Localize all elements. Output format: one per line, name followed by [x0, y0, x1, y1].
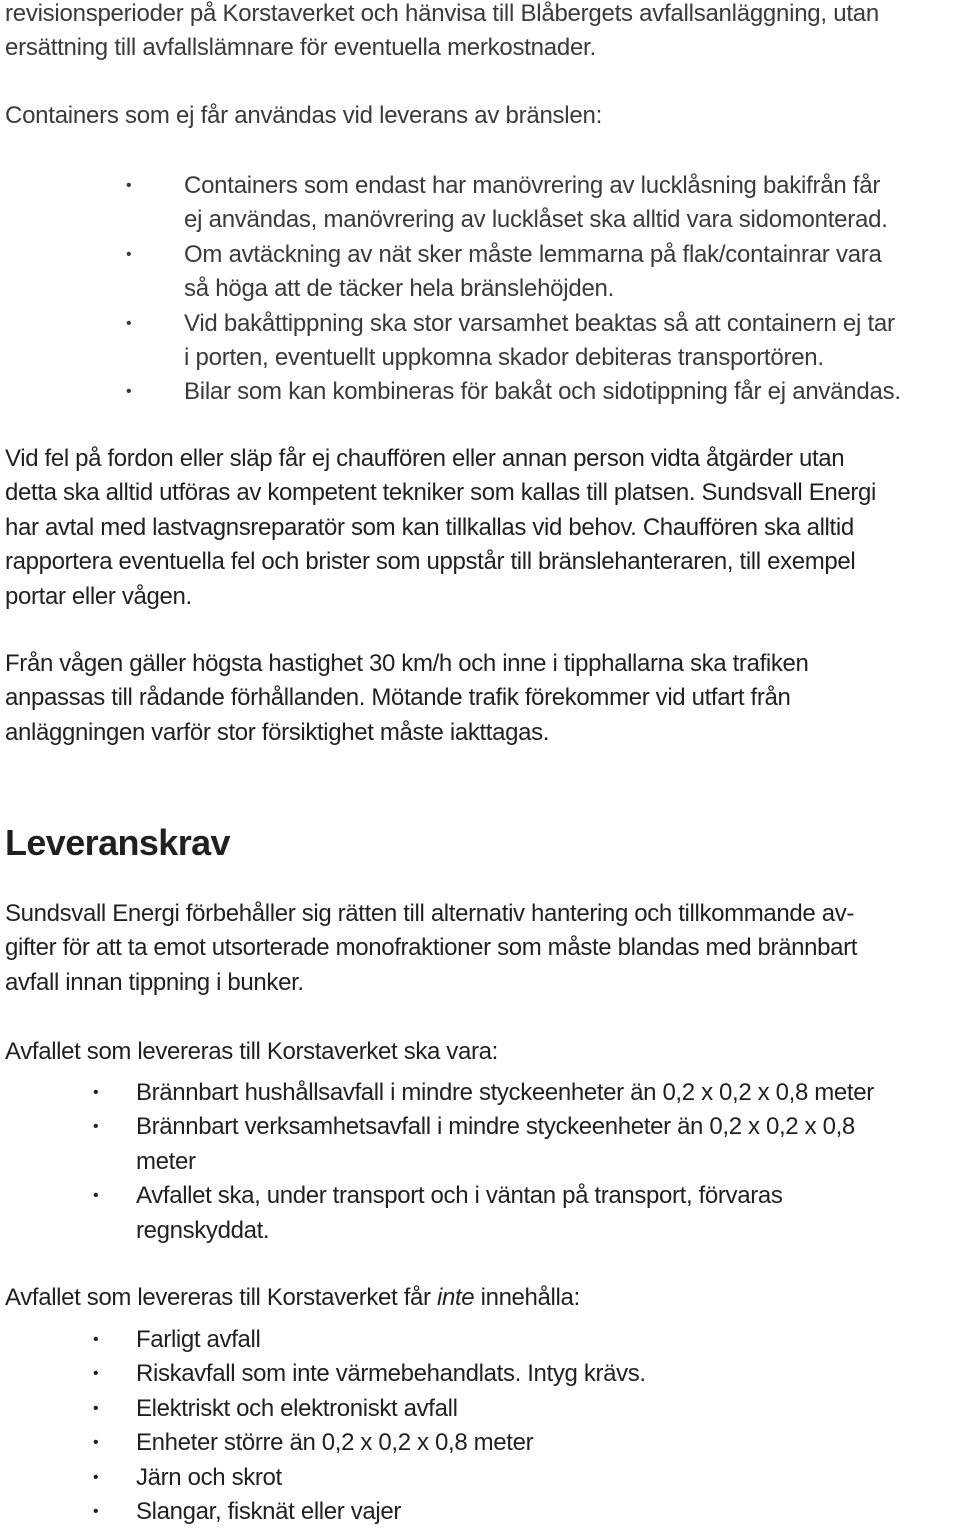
text-line: Farligt avfall — [136, 1326, 261, 1353]
text-line: Brännbart verksamhetsavfall i mindre styckeenheter än 0,2 x 0,2 x 0,8 — [136, 1113, 855, 1141]
text-line: Elektriskt och elektroniskt avfall — [136, 1394, 458, 1422]
bullet-icon: • — [93, 1365, 99, 1383]
containers-list — [5, 169, 955, 410]
text-line: Vid bakåttippning ska stor varsamhet beaktas så att containern ej tar — [184, 309, 895, 337]
far-inte-heading — [5, 1281, 955, 1315]
bullet-icon: • — [126, 314, 132, 332]
text-line: revisionsperioder på Korstaverket och hänvisa till Blåbergets avfallsanläggning, utan — [5, 0, 879, 27]
text-line: Bilar som kan kombineras för bakåt och sidotippning får ej användas. — [184, 378, 901, 406]
text-line: Containers som ej får användas vid leverans av bränslen: — [5, 102, 602, 129]
list-item — [5, 307, 955, 376]
list-item — [5, 1179, 955, 1248]
text-line: Avfallet ska, under transport och i väntan på transport, förvaras — [136, 1182, 783, 1210]
text-line: Järn och skrot — [136, 1463, 282, 1491]
bullet-icon: • — [126, 245, 132, 263]
text-line: anläggningen varför stor försiktighet måste iakttagas. — [5, 718, 550, 746]
section-title: Leveranskrav — [5, 822, 230, 863]
bullet-icon: • — [126, 177, 132, 194]
list-item — [5, 1495, 955, 1529]
text-line: avfall innan tippning i bunker. — [5, 968, 304, 996]
text-line: Vid fel på fordon eller släp får ej chauffören eller annan person vidta åtgärder utan — [5, 445, 845, 472]
subheading: Avfallet som levereras till Korstaverket ska vara: — [5, 1038, 498, 1065]
bullet-icon: • — [93, 1434, 99, 1452]
heading-text: Avfallet som levereras till Korstaverket får — [5, 1284, 437, 1311]
text-line: Brännbart hushållsavfall i mindre styckeenheter än 0,2 x 0,2 x 0,8 meter — [136, 1079, 874, 1106]
list-item — [5, 238, 955, 307]
heading-text: innehålla: — [474, 1284, 580, 1311]
text-line: meter — [136, 1147, 196, 1175]
bullet-icon: • — [126, 383, 132, 401]
text-line: Om avtäckning av nät sker måste lemmarna på flak/containrar vara — [184, 240, 882, 268]
fel-paragraph — [5, 442, 955, 614]
section-heading — [5, 823, 955, 863]
vagen-paragraph — [5, 647, 955, 750]
text-line: Containers som endast har manövrering av lucklåsning bakifrån får — [184, 172, 881, 199]
heading-emphasis: inte — [436, 1284, 475, 1311]
list-item — [5, 1076, 955, 1110]
text-line: har avtal med lastvagnsreparatör som kan tillkallas vid behov. Chauffören ska alltid — [5, 513, 854, 541]
subheading — [5, 1281, 955, 1315]
bullet-icon: • — [93, 1331, 99, 1348]
bullet-icon: • — [93, 1118, 99, 1136]
intro-paragraph — [5, 0, 955, 66]
text-line: Sundsvall Energi förbehåller sig rätten till alternativ hantering och tillkommande av- — [5, 900, 855, 927]
text-line: Enheter större än 0,2 x 0,2 x 0,8 meter — [136, 1429, 534, 1457]
text-line: Slangar, fisknät eller vajer — [136, 1498, 402, 1526]
list-item — [5, 1461, 955, 1495]
text-line: Från vågen gäller högsta hastighet 30 km/h och inne i tipphallarna ska trafiken — [5, 650, 809, 677]
text-line: ej användas, manövrering av lucklåset ska alltid vara sidomonterad. — [184, 206, 888, 234]
list-item — [5, 1426, 955, 1460]
ska-vara-list — [5, 1076, 955, 1248]
text-line: portar eller vågen. — [5, 582, 192, 610]
text-line: gifter för att ta emot utsorterade monofraktioner som måste blandas med brännbart — [5, 934, 858, 962]
far-inte-list — [5, 1323, 955, 1529]
bullet-icon: • — [93, 1503, 99, 1521]
bullet-icon: • — [93, 1187, 99, 1205]
bullet-icon: • — [93, 1084, 99, 1101]
text-line: Riskavfall som inte värmebehandlats. Intyg krävs. — [136, 1360, 646, 1388]
containers-heading — [5, 99, 955, 133]
text-line: regnskyddat. — [136, 1216, 270, 1244]
list-item — [5, 1323, 955, 1357]
text-line: detta ska alltid utföras av kompetent tekniker som kallas till platsen. Sundsvall Energi — [5, 479, 876, 507]
text-line: så höga att de täcker hela bränslehöjden. — [184, 275, 615, 303]
bullet-icon: • — [93, 1399, 99, 1417]
list-item — [5, 375, 955, 409]
list-item — [5, 1392, 955, 1426]
bullet-icon: • — [93, 1468, 99, 1486]
text-line: rapportera eventuella fel och brister som uppstår till bränslehanteraren, till exempel — [5, 548, 856, 576]
leveranskrav-paragraph — [5, 897, 955, 1000]
list-item — [5, 1357, 955, 1391]
list-item — [5, 1110, 955, 1179]
text-line: anpassas till rådande förhållanden. Mötande trafik förekommer vid utfart från — [5, 684, 791, 712]
list-item — [5, 169, 955, 238]
text-line: i porten, eventuellt uppkomna skador debiteras transportören. — [184, 344, 824, 372]
ska-vara-heading — [5, 1035, 955, 1069]
text-line: ersättning till avfallslämnare för eventuella merkostnader. — [5, 34, 596, 62]
